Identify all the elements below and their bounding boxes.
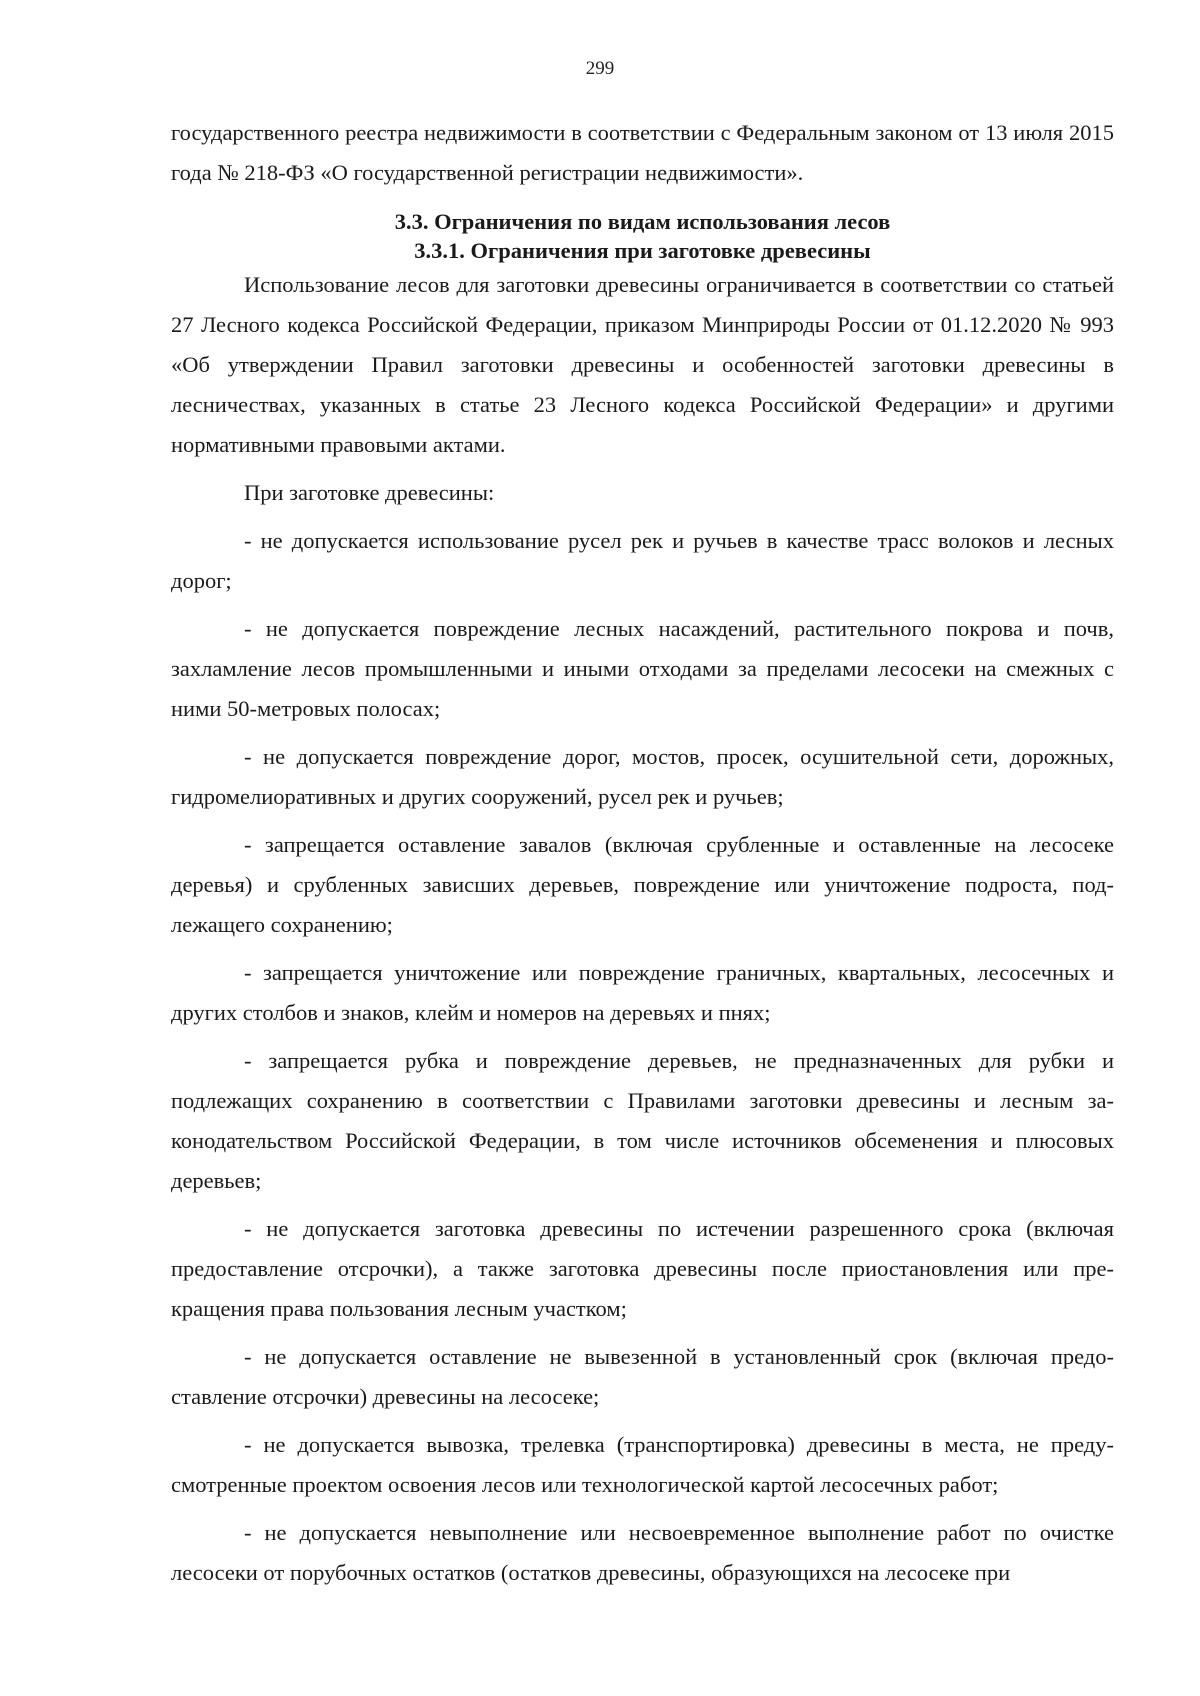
- section-headings: [171, 207, 1114, 265]
- body-paragraph: Использование лесов для заготовки древесины ограничивается в соответствии со статьей 27 Лесного кодекса Российской Федерации, приказом Минприроды России от 01.12.2020 № 993 «Об утверждении Правил заготовки древесины и особенностей заготовки древесины в лесничествах, указанных в статье 23 Лесного кодекса Российской Федерации» и другими нормативными правовыми актами.: [171, 272, 1114, 457]
- body-paragraph: При заготовке древесины:: [244, 480, 495, 505]
- page-number: 299: [585, 58, 615, 79]
- list-item: - не допускается использование русел рек и ручьев в качестве трасс волоков и лесных дорог;: [171, 528, 1114, 593]
- section-heading: 3.3. Ограничения по видам использования лесов: [394, 209, 891, 234]
- list-item: - запрещается рубка и повреждение деревьев, не предназначенных для рубки и подлежащих сохранению в соответствии с Правилами заготовки древесины и лесным законодательством Российской Федерации, в том числе источников обсеменения и плюсовых деревьев;: [171, 1048, 1114, 1193]
- list-item: - не допускается оставление не вывезенной в установленный срок (включая предоставление отсрочки) древесины на лесосеке;: [171, 1344, 1114, 1409]
- list-item: - запрещается уничтожение или повреждение граничных, квартальных, лесосечных и других столбов и знаков, клейм и номеров на деревьях и пнях;: [171, 960, 1114, 1025]
- intro-paragraph: государственного реестра недвижимости в соответствии с Федеральным законом от 13 июля 2015 года № 218-ФЗ «О государственной регистрации недвижимости».: [171, 120, 1114, 185]
- list-item: - запрещается оставление завалов (включая срубленные и оставленные на лесосеке деревья) и срубленных зависших деревьев, повреждение или уничтожение подроста, подлежащего сохранению;: [171, 832, 1114, 937]
- list-item: - не допускается повреждение дорог, мостов, просек, осушительной сети, дорожных, гидромелиоративных и других сооружений, русел рек и ручьев;: [171, 744, 1114, 809]
- subsection-heading: 3.3.1. Ограничения при заготовке древесины: [414, 238, 871, 263]
- list-item: - не допускается повреждение лесных насаждений, растительного покрова и почв, захламление лесов промышленными и иными отходами за пределами лесосеки на смежных с ними 50-метровых полосах;: [171, 616, 1114, 721]
- list-item: - не допускается вывозка, трелевка (транспортировка) древесины в места, не предусмотренные проектом освоения лесов или технологической картой лесосечных работ;: [171, 1432, 1114, 1497]
- list-item: - не допускается заготовка древесины по истечении разрешенного срока (включая предоставление отсрочки), а также заготовка древесины после приостановления или прекращения права пользования лесным участком;: [171, 1216, 1114, 1321]
- document-body: [171, 113, 1114, 1593]
- list-item: - не допускается невыполнение или несвоевременное выполнение работ по очистке лесосеки от порубочных остатков (остатков древесины, образующихся на лесосеке при: [171, 1520, 1114, 1585]
